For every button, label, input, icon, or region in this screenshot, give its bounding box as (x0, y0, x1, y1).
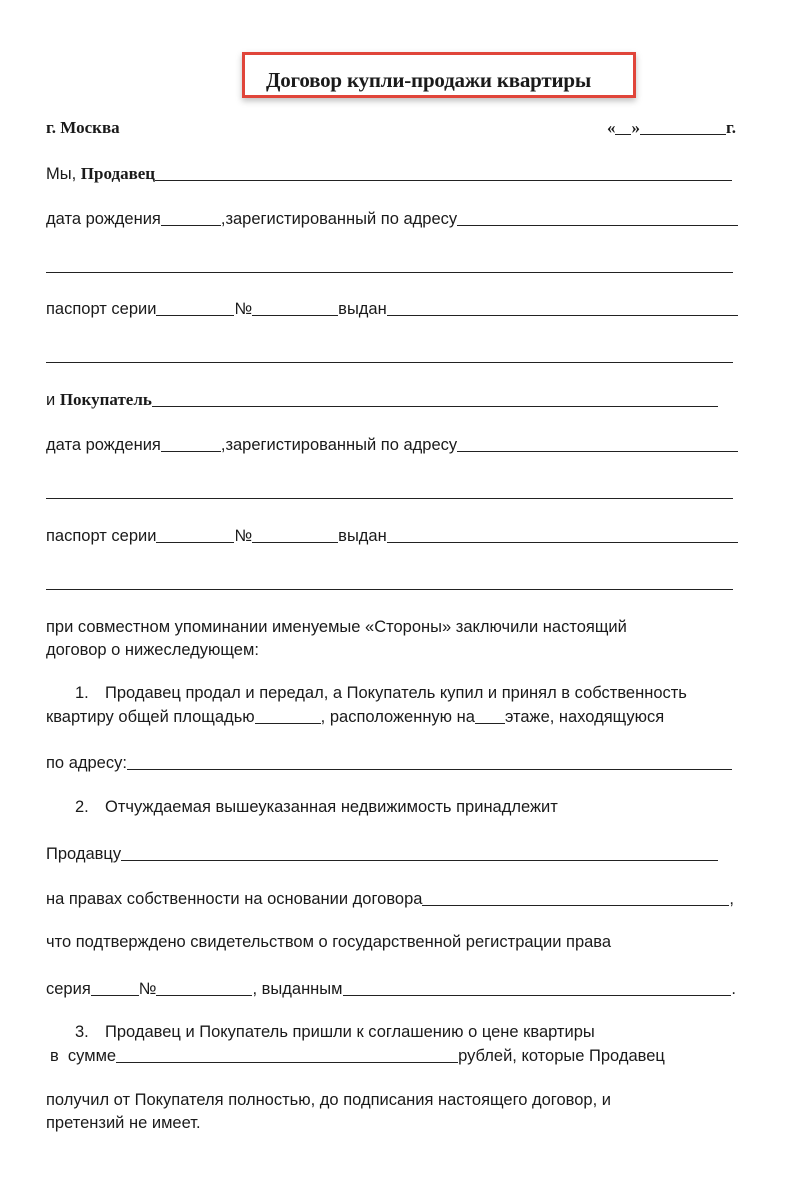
clause-number: 2. (75, 798, 89, 816)
certificate-issued-blank[interactable] (343, 979, 732, 996)
clause-2-line-1 (75, 795, 558, 817)
seller-owner-label: Продавцу (46, 845, 122, 863)
seller-name-blank[interactable] (155, 164, 732, 181)
clause-2-basis-line (46, 887, 734, 909)
clause-1-line-1 (75, 681, 687, 703)
area-blank[interactable] (255, 707, 321, 724)
issued-label: выдан (338, 300, 387, 318)
date-close-quote: » (631, 118, 640, 137)
registered-label: ,зарегистированный по адресу (220, 436, 458, 454)
header-line (46, 116, 736, 138)
seller-passport-line (46, 297, 738, 319)
period: . (731, 980, 736, 998)
floor-label: , расположенную на (320, 708, 475, 726)
clause-3-line-3: получил от Покупателя полностью, до подписания настоящего договор, и (46, 1091, 611, 1109)
number-sign: № (138, 980, 157, 998)
seller-passport-issued-blank[interactable] (387, 299, 738, 316)
buyer-passport-series-blank[interactable] (156, 526, 234, 543)
buyer-passport-line (46, 524, 738, 546)
seller-label: Продавец (80, 164, 156, 183)
clause-text: Отчуждаемая вышеуказанная недвижимость принадлежит (105, 798, 558, 816)
clause-3-line-4: претензий не имеет. (46, 1114, 201, 1132)
buyer-passport-issued-blank[interactable] (387, 526, 738, 543)
buyer-prefix: и (46, 391, 60, 409)
clause-3-sum-line (50, 1044, 665, 1066)
floor-suffix: этаже, находящуюся (504, 708, 665, 726)
number-sign: № (234, 527, 253, 545)
document-title: Договор купли-продажи квартиры (266, 68, 592, 92)
comma: , (729, 890, 734, 908)
buyer-label: Покупатель (59, 390, 152, 409)
address-label: по адресу: (46, 754, 127, 772)
seller-passport-series-blank[interactable] (156, 299, 234, 316)
day-blank[interactable] (615, 118, 631, 135)
certificate-series-blank[interactable] (91, 979, 139, 996)
parties-line-2: договор о нижеследующем: (46, 641, 259, 659)
seller-birth-line (46, 207, 738, 229)
passport-label: паспорт серии (46, 527, 157, 545)
seller-address-blank-2[interactable] (46, 272, 733, 273)
price-blank[interactable] (116, 1046, 458, 1063)
year-suffix: г. (725, 118, 736, 137)
buyer-name-blank[interactable] (152, 390, 718, 407)
basis-label: на правах собственности на основании договора (46, 890, 423, 908)
clause-text: Продавец и Покупатель пришли к соглашению о цене квартиры (105, 1023, 595, 1041)
birth-label: дата рождения (46, 210, 161, 228)
city: г. Москва (46, 118, 120, 137)
floor-blank[interactable] (475, 707, 505, 724)
birth-label: дата рождения (46, 436, 161, 454)
basis-contract-blank[interactable] (422, 889, 729, 906)
clause-text: Продавец продал и передал, а Покупатель купил и принял в собственность (105, 684, 687, 702)
buyer-passport-blank-2[interactable] (46, 589, 733, 590)
issued-label: выдан (338, 527, 387, 545)
apartment-address-blank[interactable] (127, 753, 732, 770)
seller-birth-blank[interactable] (161, 209, 221, 226)
number-sign: № (234, 300, 253, 318)
area-label: квартиру общей площадью (46, 708, 255, 726)
sum-label: в сумме (50, 1047, 117, 1065)
clause-2-certificate-line: что подтверждено свидетельством о государственной регистрации права (46, 933, 612, 951)
issued-by-label: , выданным (252, 980, 343, 998)
buyer-birth-line (46, 433, 738, 455)
clause-2-series-line (46, 977, 736, 999)
buyer-address-blank[interactable] (457, 435, 738, 452)
seller-address-blank[interactable] (457, 209, 738, 226)
buyer-line (46, 388, 718, 410)
buyer-birth-blank[interactable] (161, 435, 221, 452)
clause-1-address-line (46, 751, 732, 773)
clause-number: 1. (75, 684, 89, 702)
seller-line (46, 162, 732, 184)
clause-number: 3. (75, 1023, 89, 1041)
buyer-passport-number-blank[interactable] (252, 526, 338, 543)
seller-owner-blank[interactable] (121, 844, 718, 861)
seller-passport-number-blank[interactable] (252, 299, 338, 316)
clause-2-seller-line (46, 842, 718, 864)
series-label: серия (46, 980, 91, 998)
month-blank[interactable] (640, 118, 726, 135)
date-open-quote: « (606, 118, 616, 137)
clause-3-line-1 (75, 1020, 595, 1042)
registered-label: ,зарегистированный по адресу (220, 210, 458, 228)
certificate-number-blank[interactable] (156, 979, 252, 996)
passport-label: паспорт серии (46, 300, 157, 318)
seller-passport-blank-2[interactable] (46, 362, 733, 363)
parties-line-1: при совместном упоминании именуемые «Стороны» заключили настоящий (46, 618, 627, 636)
seller-prefix: Мы, (46, 165, 81, 183)
clause-1-line-2 (46, 705, 664, 727)
rubles-label: рублей, которые Продавец (458, 1047, 665, 1065)
buyer-address-blank-2[interactable] (46, 498, 733, 499)
